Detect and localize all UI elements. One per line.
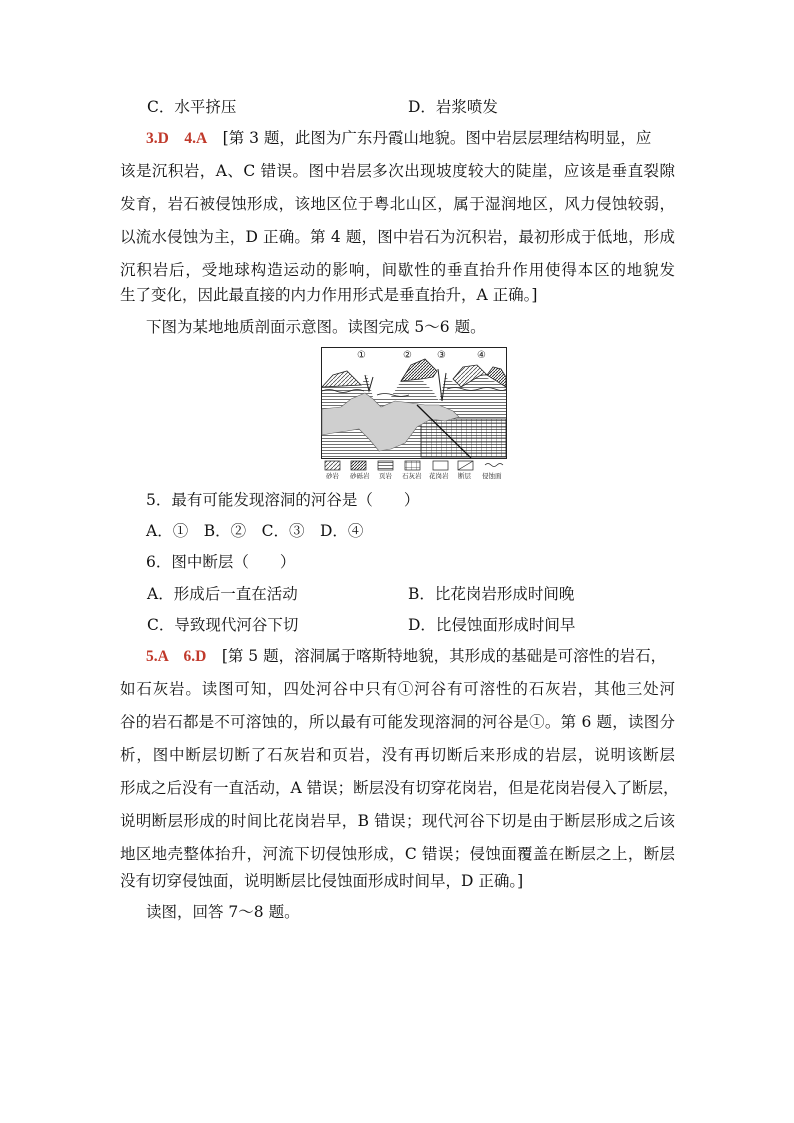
answer-key: 5.A 6.D bbox=[146, 648, 207, 665]
explanation-line: 形成之后没有一直活动，A 错误；断层没有切穿花岗岩，但是花岗岩侵入了断层， bbox=[120, 779, 679, 797]
legend-swatch-granite bbox=[433, 461, 448, 470]
explanation-line: [第 3 题，此图为广东丹霞山地貌。图中岩层层理结构明显，应 bbox=[222, 129, 652, 147]
explanation-line: 谷的岩石都是不可溶蚀的，所以最有可能发现溶洞的河谷是①。第 6 题，读图分 bbox=[120, 713, 675, 731]
explanation-line: 没有切穿侵蚀面，说明断层比侵蚀面形成时间早，D 正确。] bbox=[120, 872, 524, 890]
question-6-stem: 6．图中断层（ ） bbox=[146, 553, 296, 571]
answer-key: 3.D 4.A bbox=[146, 130, 208, 147]
legend-label: 砂砾岩 bbox=[350, 472, 370, 480]
explanation-line: 发育，岩石被侵蚀形成，该地区位于粤北山区，属于湿润地区，风力侵蚀较弱， bbox=[120, 195, 675, 213]
legend-label: 花岗岩 bbox=[429, 472, 449, 480]
explanation-line: 地区地壳整体抬升，河流下切侵蚀形成，C 错误；侵蚀面覆盖在断层之上，断层 bbox=[120, 845, 675, 863]
explanation-line: 该是沉积岩，A、C 错误。图中岩层多次出现坡度较大的陡崖，应该是垂直裂隙 bbox=[120, 162, 675, 180]
legend-label: 侵蚀面 bbox=[482, 472, 502, 480]
legend-label: 页岩 bbox=[379, 472, 392, 480]
legend-label: 石灰岩 bbox=[402, 472, 422, 480]
option-d: D．比侵蚀面形成时间早 bbox=[408, 616, 576, 634]
legend-erosion-wave bbox=[485, 464, 503, 467]
question-intro: 读图，回答 7～8 题。 bbox=[146, 903, 300, 921]
answer-block-5-6 bbox=[146, 646, 666, 667]
option-a: A．形成后一直在活动 bbox=[147, 585, 298, 603]
question-intro: 下图为某地地质剖面示意图。读图完成 5～6 题。 bbox=[146, 318, 486, 336]
explanation-line: 说明断层形成的时间比花岗岩早，B 错误；现代河谷下切是由于断层形成之后该 bbox=[120, 812, 675, 830]
explanation-line: 如石灰岩。读图可知，四处河谷中只有①河谷有可溶性的石灰岩，其他三处河 bbox=[120, 680, 675, 698]
legend-swatch-conglomerate bbox=[351, 461, 366, 470]
explanation-line: 析，图中断层切断了石灰岩和页岩，没有再切断后来形成的岩层，说明该断层 bbox=[120, 746, 675, 764]
option-b: B．比花岗岩形成时间晚 bbox=[408, 585, 575, 603]
marker-4: ④ bbox=[477, 350, 486, 361]
explanation-line: 沉积岩后，受地球构造运动的影响，间歇性的垂直抬升作用使得本区的地貌发 bbox=[120, 261, 675, 279]
geologic-section-figure bbox=[321, 347, 507, 481]
option-c: C．水平挤压 bbox=[147, 98, 237, 116]
legend-swatch-limestone bbox=[405, 461, 420, 470]
explanation-line: 生了变化，因此最直接的内力作用形式是垂直抬升，A 正确。] bbox=[120, 286, 538, 304]
legend-label: 砂岩 bbox=[326, 472, 339, 480]
legend-swatch-sandstone bbox=[325, 461, 340, 470]
option-c: C．导致现代河谷下切 bbox=[147, 616, 299, 634]
question-5-options: A．① B．② C．③ D．④ bbox=[146, 522, 364, 540]
question-5-stem: 5．最有可能发现溶洞的河谷是（ ） bbox=[146, 491, 420, 509]
answer-block-3-4 bbox=[146, 128, 651, 149]
marker-1: ① bbox=[357, 350, 366, 361]
explanation-line: 以流水侵蚀为主，D 正确。第 4 题，图中岩石为沉积岩，最初形成于低地，形成 bbox=[120, 228, 675, 246]
option-d: D．岩浆喷发 bbox=[408, 98, 498, 116]
marker-3: ③ bbox=[437, 350, 446, 361]
legend-swatch-shale bbox=[378, 461, 393, 470]
explanation-line: [第 5 题，溶洞属于喀斯特地貌，其形成的基础是可溶性的岩石， bbox=[221, 647, 667, 665]
legend-label: 断层 bbox=[458, 472, 471, 480]
marker-2: ② bbox=[403, 350, 412, 361]
